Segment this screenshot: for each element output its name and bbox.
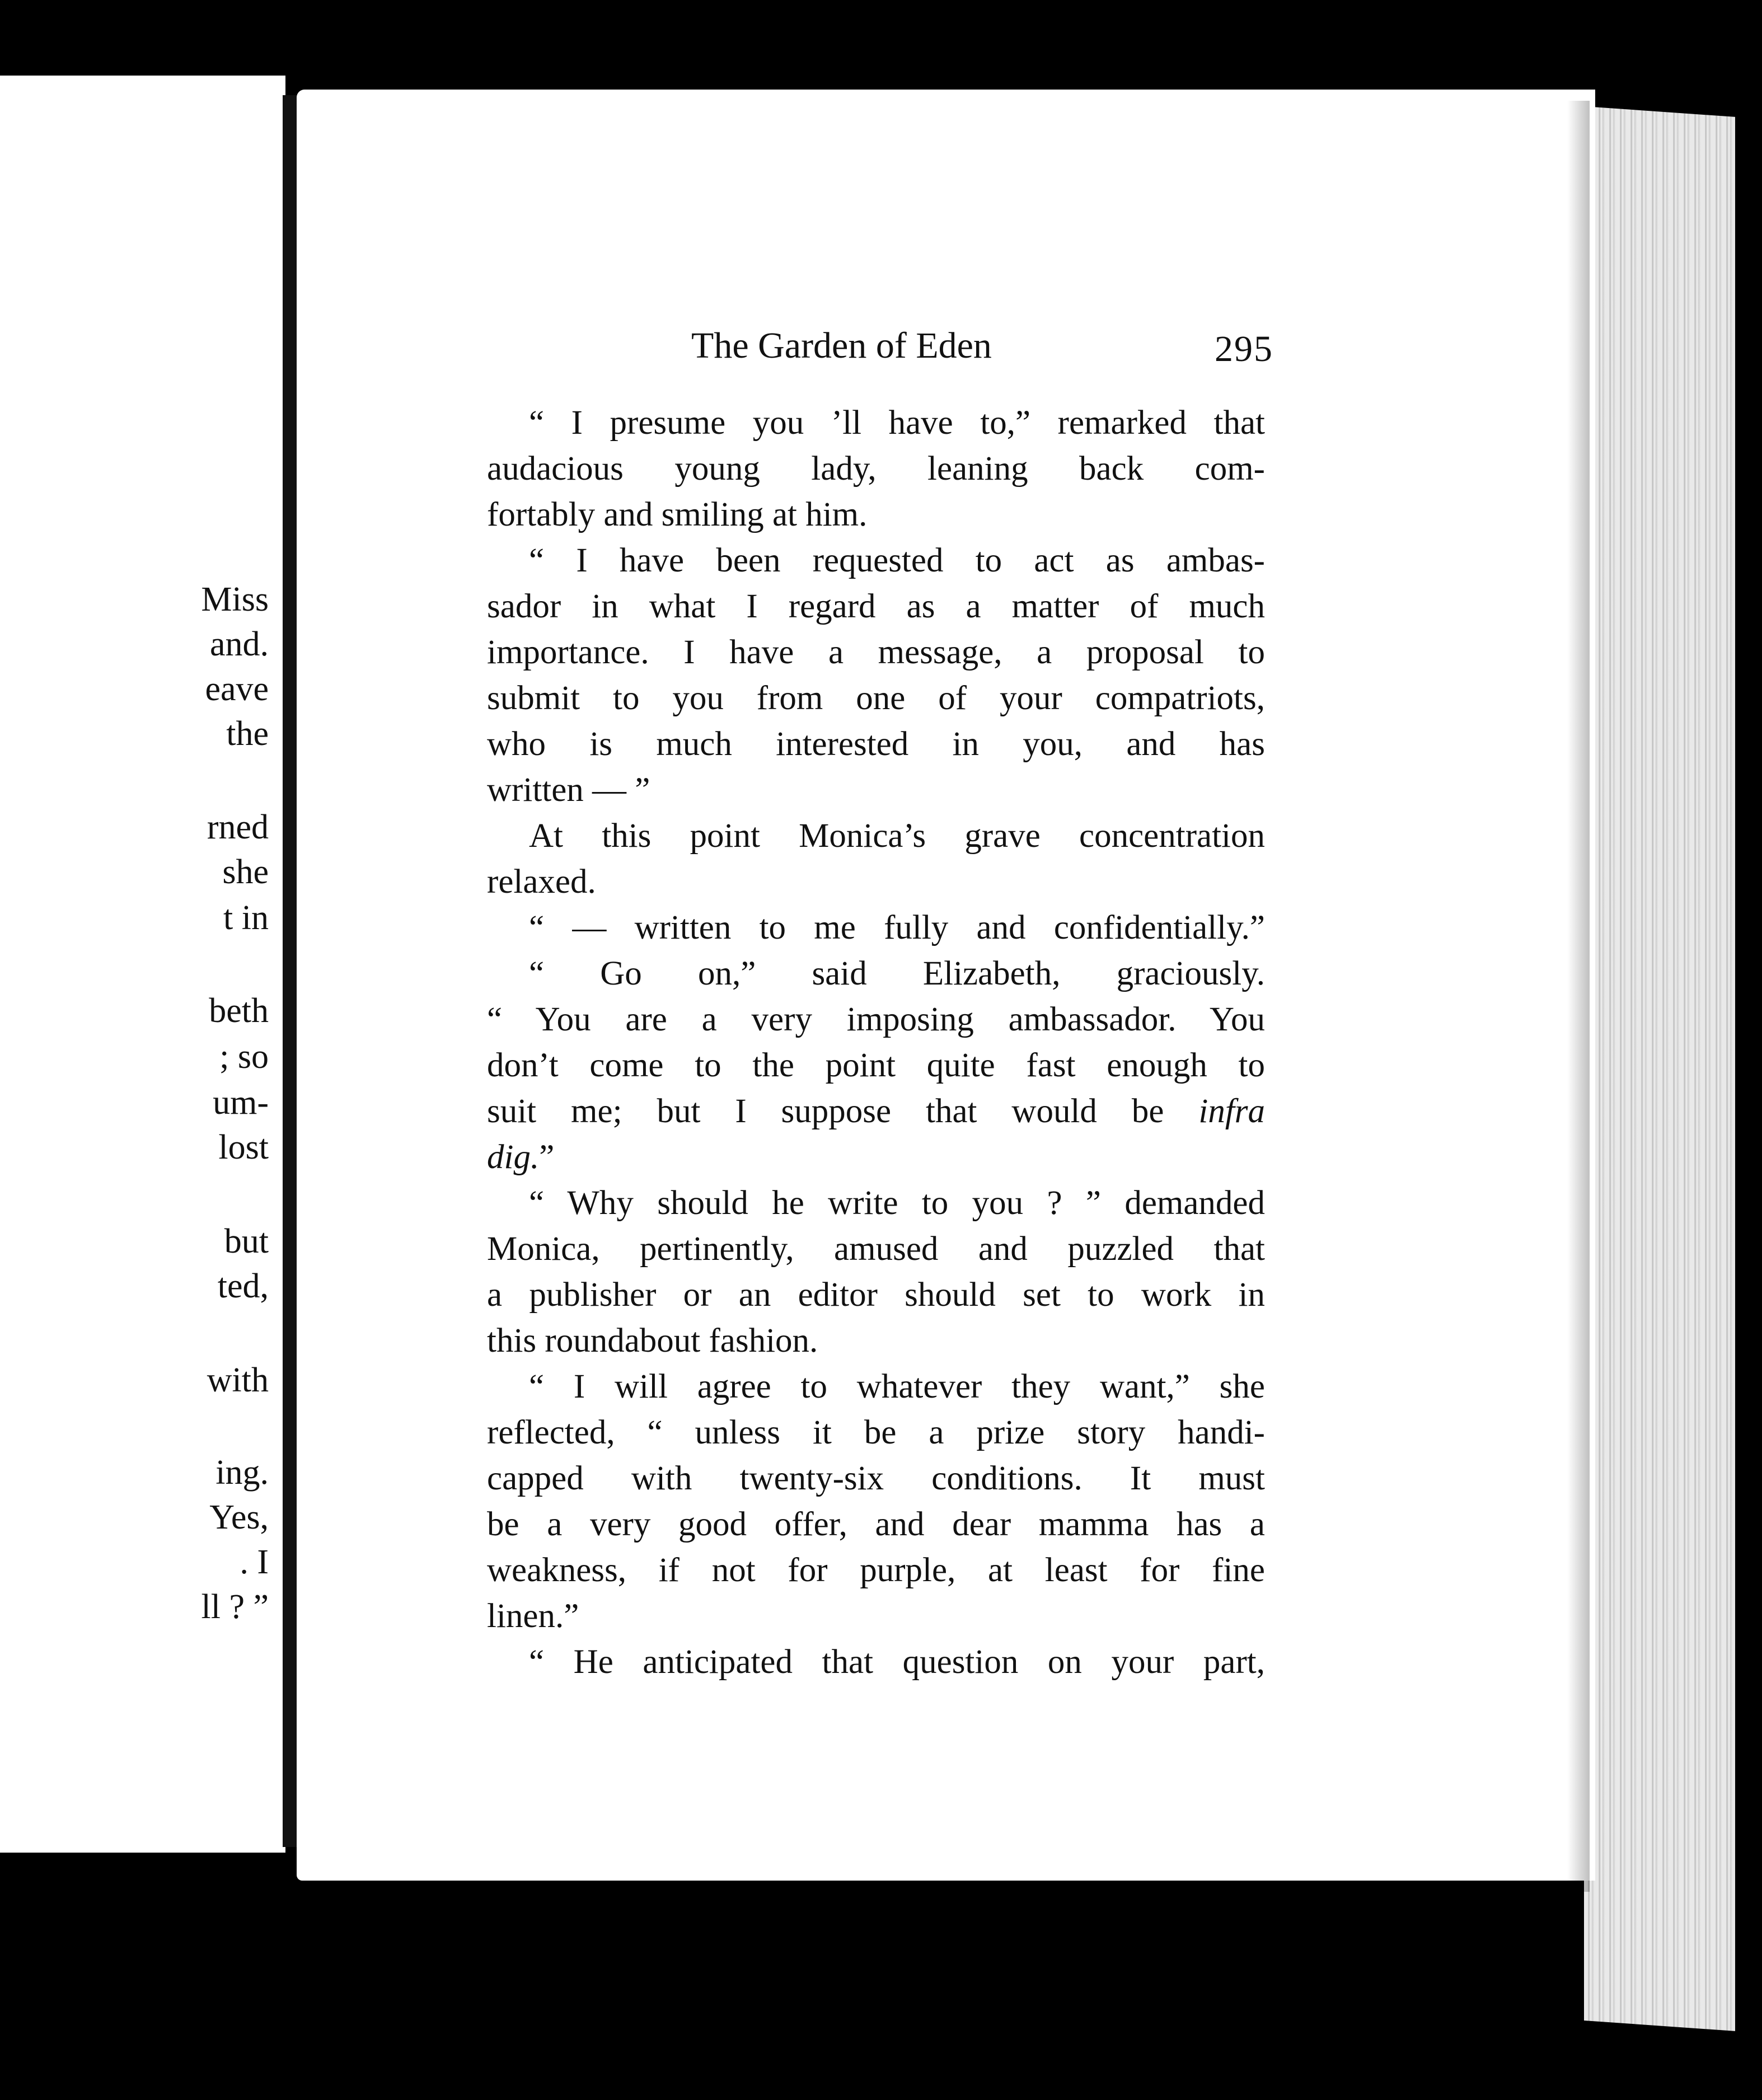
text-line (487, 1089, 1265, 1135)
text-segment: relaxed. (487, 863, 596, 901)
left-page-fragment: . I (240, 1543, 269, 1581)
text-line (487, 400, 1265, 446)
text-segment: sador in what I regard as a matter of much (487, 588, 1265, 625)
left-page-fragment: Miss (201, 580, 269, 618)
text-line (487, 997, 1265, 1043)
text-line (487, 1226, 1265, 1272)
text-segment: a publisher or an editor should set to work in (487, 1276, 1265, 1314)
left-page-fragment: and. (209, 625, 269, 663)
text-line (487, 492, 1265, 538)
text-segment: “ I presume you ’ll have to,” remarked that (529, 404, 1265, 442)
text-segment: capped with twenty-six conditions. It must (487, 1460, 1265, 1497)
text-line (487, 446, 1265, 492)
text-segment: audacious young lady, leaning back com- (487, 450, 1265, 487)
text-line (487, 1043, 1265, 1089)
left-page-fragment: she (222, 853, 269, 891)
text-segment: “ I have been requested to act as ambas- (529, 542, 1265, 579)
text-line (487, 1318, 1265, 1364)
text-segment: Monica, pertinently, amused and puzzled that (487, 1230, 1265, 1268)
text-line (487, 1272, 1265, 1318)
left-page-fragment: rned (207, 808, 269, 846)
left-page-fragment: lost (218, 1128, 269, 1166)
text-segment: written — ” (487, 771, 650, 809)
text-line (487, 813, 1265, 859)
left-page-fragment: ll ? ” (201, 1588, 269, 1626)
left-page-fragment: Yes, (209, 1498, 269, 1536)
text-line (487, 1456, 1265, 1502)
text-segment: ” (539, 1138, 555, 1176)
page-edges (1584, 106, 1735, 2031)
text-line (487, 630, 1265, 676)
text-segment: “ Why should he write to you ? ” demanded (529, 1184, 1265, 1222)
text-line (487, 1548, 1265, 1593)
text-segment: reflected, “ unless it be a prize story handi- (487, 1414, 1265, 1451)
body-text (487, 400, 1265, 1685)
text-line (487, 767, 1265, 813)
text-line (487, 721, 1265, 767)
left-page (0, 76, 285, 1853)
text-segment: “ You are a very imposing ambassador. You (487, 1001, 1265, 1038)
text-segment: “ I will agree to whatever they want,” she (529, 1368, 1265, 1405)
italic-text: infra (1198, 1093, 1266, 1130)
left-page-fragment: but (224, 1222, 269, 1260)
text-segment: At this point Monica’s grave concentration (529, 817, 1265, 855)
text-segment: weakness, if not for purple, at least for fine (487, 1551, 1265, 1589)
text-line (487, 1502, 1265, 1548)
text-segment: suit me; but I suppose that would be (487, 1093, 1164, 1130)
text-segment: submit to you from one of your compatriots, (487, 679, 1265, 717)
book-gutter (283, 95, 298, 1847)
text-line (487, 1639, 1265, 1685)
text-line (487, 538, 1265, 584)
text-segment: linen.” (487, 1597, 579, 1635)
text-segment: importance. I have a message, a proposal to (487, 634, 1265, 671)
text-segment: be a very good offer, and dear mamma has a (487, 1506, 1265, 1543)
text-line (487, 676, 1265, 721)
text-segment: this roundabout fashion. (487, 1322, 818, 1360)
text-line (487, 1593, 1265, 1639)
left-page-fragment: eave (205, 670, 269, 708)
left-page-fragment: ; so (219, 1038, 269, 1076)
left-page-fragment: the (226, 715, 269, 753)
left-page-fragment: ing. (215, 1454, 269, 1492)
text-line (487, 859, 1265, 905)
italic-text: dig. (487, 1138, 540, 1176)
left-page-fragment: ted, (217, 1267, 269, 1305)
text-line (487, 905, 1265, 951)
text-line (487, 584, 1265, 630)
page-number: 295 (1215, 329, 1273, 369)
text-segment: “ He anticipated that question on your part, (529, 1643, 1265, 1681)
text-segment: fortably and smiling at him. (487, 496, 868, 533)
left-page-fragment: with (207, 1361, 269, 1399)
text-segment: don’t come to the point quite fast enough to (487, 1047, 1265, 1084)
text-line (487, 1364, 1265, 1410)
text-line (487, 951, 1265, 997)
left-page-fragment: um- (213, 1084, 269, 1122)
running-title: The Garden of Eden (691, 325, 992, 366)
text-line (487, 1410, 1265, 1456)
text-segment: “ Go on,” said Elizabeth, graciously. (529, 955, 1265, 992)
left-page-fragment: beth (209, 992, 269, 1030)
text-segment: “ — written to me fully and confidentially.” (529, 909, 1265, 946)
left-page-fragment: t in (223, 899, 269, 937)
page-edge-shadow (1567, 101, 1590, 1892)
text-line (487, 1180, 1265, 1226)
text-segment: who is much interested in you, and has (487, 725, 1265, 763)
text-line (487, 1135, 1265, 1180)
